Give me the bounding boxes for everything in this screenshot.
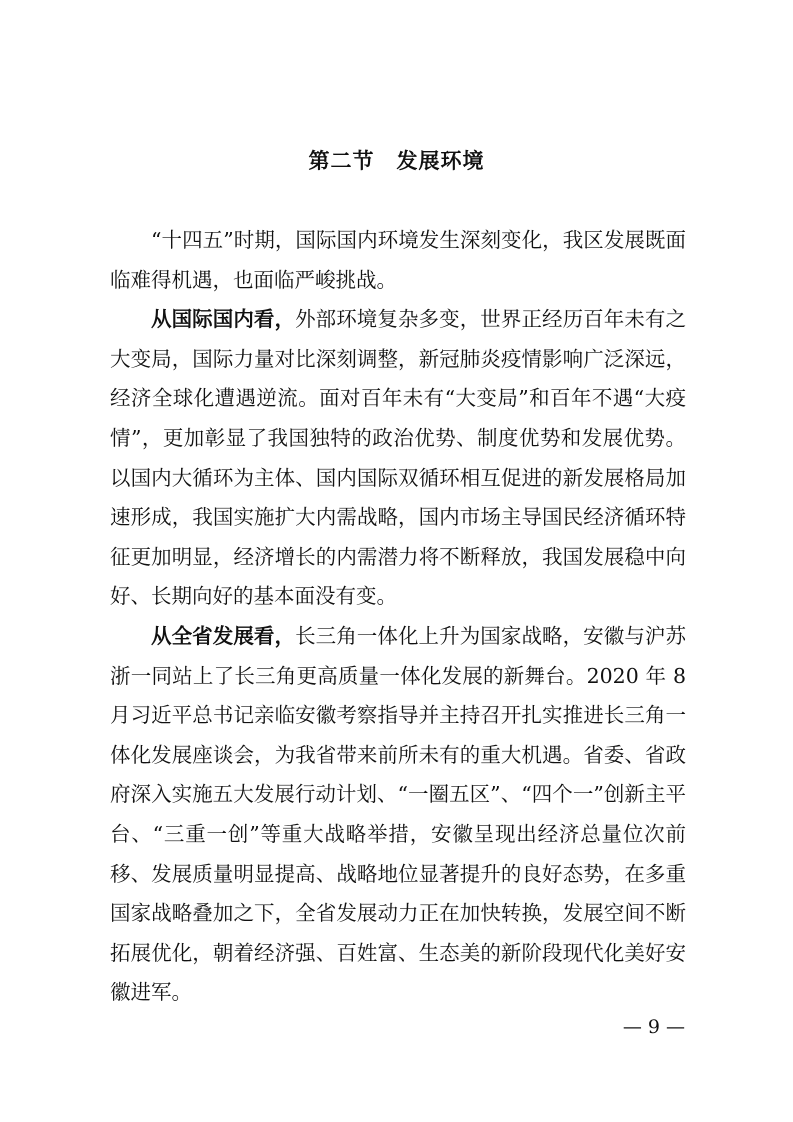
paragraph-intro [110, 221, 686, 300]
paragraph-international [110, 300, 686, 617]
paragraph-province-lead: 从全省发展看， [151, 623, 296, 648]
paragraph-international-text: 外部环境复杂多变，世界正经历百年未有之大变局，国际力量对比深刻调整，新冠肺炎疫情影响广泛深远，经济全球化遭遇逆流。面对百年未有“大变局”和百年不遇“大疫情”，更加彰显了我国独特的政治优势、制度优势和发展优势。以国内大循环为主体、国内国际双循环相互促进的新发展格局加速形成，我国实施扩大内需战略，国内市场主导国民经济循环特征更加明显，经济增长的内需潜力将不断释放，我国发展稳中向好、长期向好的基本面没有变。 [110, 307, 687, 609]
body-text [110, 221, 686, 1013]
paragraph-intro-text: “十四五”时期，国际国内环境发生深刻变化，我区发展既面临难得机遇，也面临严峻挑战。 [110, 228, 686, 292]
paragraph-international-lead: 从国际国内看， [151, 307, 296, 332]
section-title: 第二节 发展环境 [308, 149, 485, 173]
paragraph-province-text: 长三角一体化上升为国家战略，安徽与沪苏浙一同站上了长三角更高质量一体化发展的新舞台。2020 年 8 月习近平总书记亲临安徽考察指导并主持召开扎实推进长三角一体化发展座谈会，为我省带来前所未有的重大机遇。省委、省政府深入实施五大发展行动计划、“一圈五区”、“四个一”创新主平台、“三重一创”等重大战略举措，安徽呈现出经济总量位次前移、发展质量明显提高、战略地位显著提升的良好态势，在多重国家战略叠加之下，全省发展动力正在加快转换，发展空间不断拓展优化，朝着经济强、百姓富、生态美的新阶段现代化美好安徽进军。 [110, 623, 687, 1005]
paragraph-province [110, 617, 686, 1013]
page-number: — 9 — [622, 1016, 685, 1038]
